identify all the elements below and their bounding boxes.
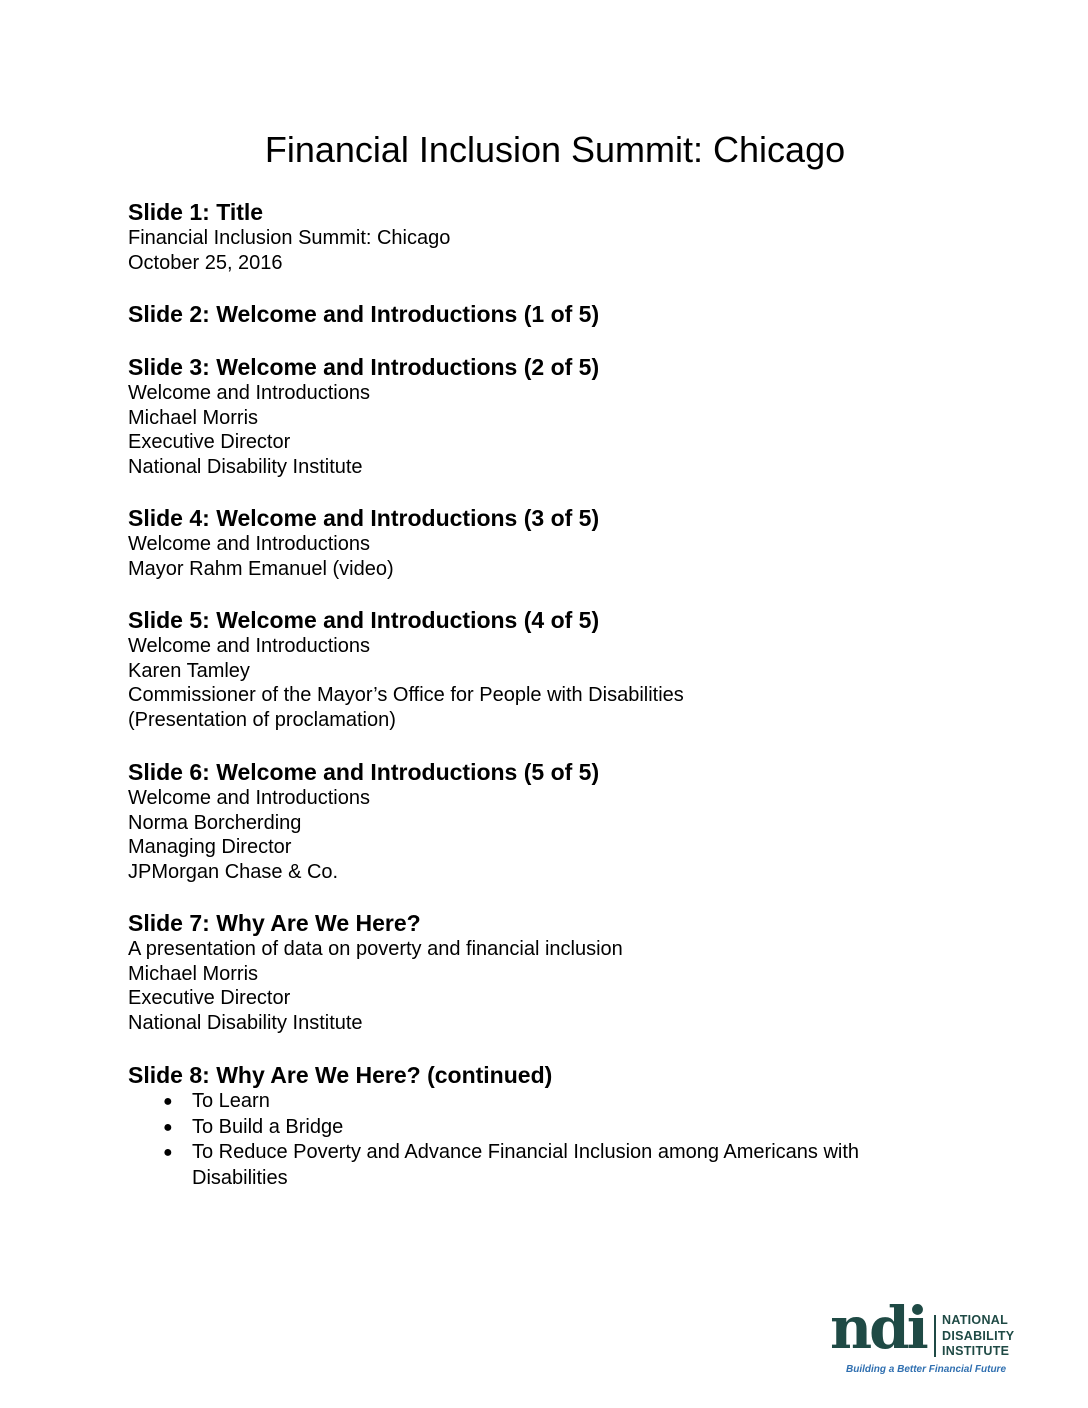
slide-line: Karen Tamley bbox=[128, 659, 250, 682]
slide-line: Michael Morris bbox=[128, 962, 259, 985]
list-item bbox=[128, 1115, 948, 1141]
bullet-text: To Reduce Poverty and Advance Financial Inclusion among Americans with bbox=[192, 1141, 860, 1163]
list-item bbox=[128, 1089, 948, 1115]
logo-org-line: NATIONAL bbox=[942, 1313, 1009, 1327]
logo-mark: ndi bbox=[830, 1294, 926, 1362]
slide-line: A presentation of data on poverty and financial inclusion bbox=[128, 938, 623, 960]
slide-line: Welcome and Introductions bbox=[128, 382, 370, 404]
slide-8-section bbox=[128, 1061, 948, 1191]
slide-heading: Slide 2: Welcome and Introductions (1 of 5) bbox=[128, 301, 600, 327]
page-title: Financial Inclusion Summit: Chicago bbox=[264, 129, 846, 170]
slide-line: Welcome and Introductions bbox=[128, 635, 370, 657]
slide-heading: Slide 5: Welcome and Introductions (4 of 5) bbox=[128, 607, 600, 633]
bullet-icon: ● bbox=[163, 1144, 173, 1161]
slide-heading: Slide 1: Title bbox=[128, 199, 264, 225]
bullet-list bbox=[128, 1089, 948, 1191]
logo-tagline: Building a Better Financial Future bbox=[846, 1364, 1007, 1375]
slide-line: Commissioner of the Mayor’s Office for People with Disabilities bbox=[128, 684, 684, 707]
ndi-logo bbox=[830, 1294, 1026, 1382]
logo-org-line: DISABILITY bbox=[942, 1328, 1015, 1343]
slide-1-section bbox=[128, 198, 948, 275]
slide-line: Mayor Rahm Emanuel (video) bbox=[128, 557, 394, 580]
slide-line: Executive Director bbox=[128, 987, 291, 1010]
logo-divider bbox=[934, 1315, 936, 1357]
slide-5-section bbox=[128, 606, 948, 732]
list-item bbox=[128, 1140, 948, 1191]
slide-line: October 25, 2016 bbox=[128, 251, 283, 274]
bullet-icon: ● bbox=[163, 1093, 173, 1110]
bullet-text: To Build a Bridge bbox=[192, 1115, 344, 1138]
slide-line: National Disability Institute bbox=[128, 455, 363, 478]
slide-line: Norma Borcherding bbox=[128, 811, 302, 834]
bullet-text: To Learn bbox=[192, 1090, 270, 1112]
slide-3-section bbox=[128, 353, 948, 479]
slide-line: National Disability Institute bbox=[128, 1011, 363, 1034]
slide-7-section bbox=[128, 909, 948, 1035]
slide-4-section bbox=[128, 504, 948, 581]
slide-heading: Slide 6: Welcome and Introductions (5 of 5) bbox=[128, 759, 600, 785]
slide-line: Welcome and Introductions bbox=[128, 533, 370, 555]
slide-line: Executive Director bbox=[128, 431, 291, 454]
slide-line: Welcome and Introductions bbox=[128, 787, 370, 809]
slide-6-section bbox=[128, 758, 948, 884]
logo-org-name bbox=[942, 1313, 1014, 1360]
slide-heading: Slide 8: Why Are We Here? (continued) bbox=[128, 1062, 553, 1088]
bullet-text-continued: Disabilities bbox=[192, 1166, 288, 1189]
slide-heading: Slide 3: Welcome and Introductions (2 of 5) bbox=[128, 354, 600, 380]
logo-org-line: INSTITUTE bbox=[942, 1344, 1010, 1358]
bullet-icon: ● bbox=[163, 1118, 173, 1136]
slide-heading: Slide 4: Welcome and Introductions (3 of 5) bbox=[128, 505, 600, 531]
slide-line: Managing Director bbox=[128, 836, 292, 859]
slide-line: Michael Morris bbox=[128, 406, 259, 429]
slide-line: Financial Inclusion Summit: Chicago bbox=[128, 227, 451, 249]
slide-line: (Presentation of proclamation) bbox=[128, 708, 396, 731]
slide-line: JPMorgan Chase & Co. bbox=[128, 860, 339, 883]
slide-2-section bbox=[128, 300, 948, 328]
slide-heading: Slide 7: Why Are We Here? bbox=[128, 910, 421, 936]
